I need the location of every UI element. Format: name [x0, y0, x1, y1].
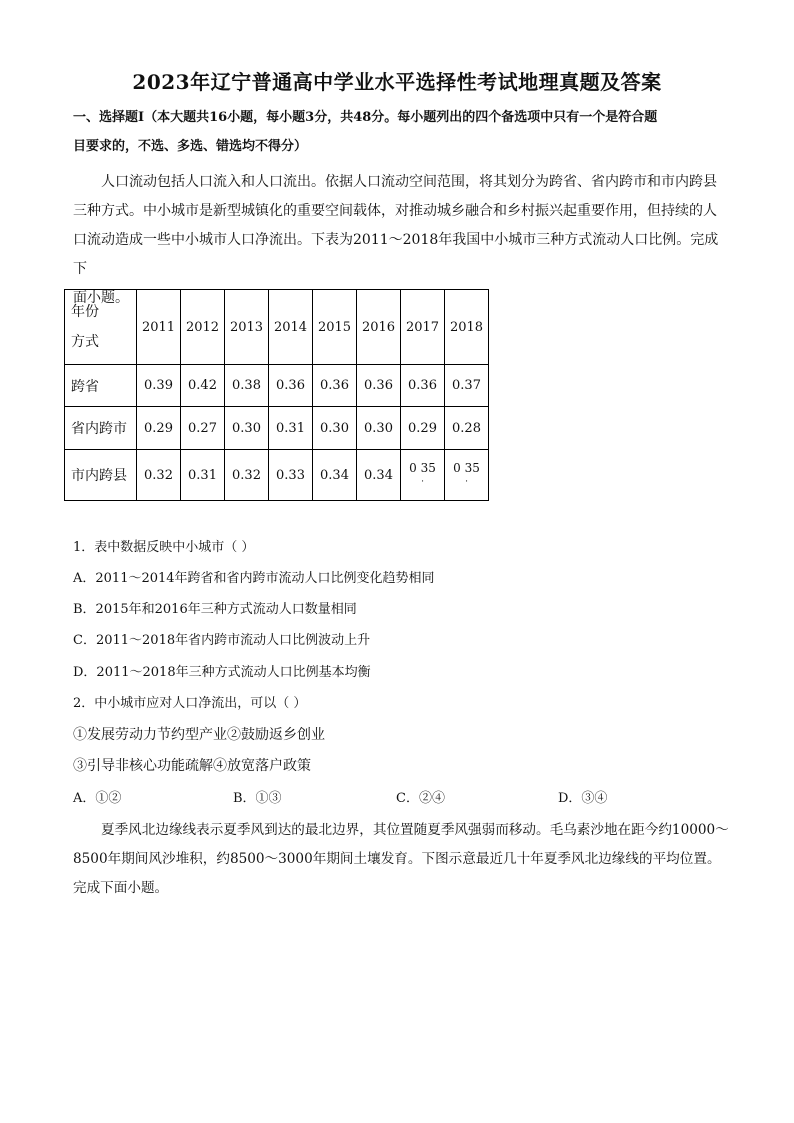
- table-cell: 0.31: [181, 450, 225, 501]
- question-2-option-b: B．①③: [233, 791, 282, 806]
- passage-1-line-2: 三种方式。中小城市是新型城镇化的重要空间载体，对推动城乡融合和乡村振兴起重要作用，但持续的人: [73, 203, 717, 219]
- table-cell: [445, 450, 489, 501]
- section-heading-line-1: 一、选择题Ⅰ（本大题共16小题，每小题3分，共48分。每小题列出的四个备选项中只有一个是符合题: [73, 110, 658, 125]
- question-2-statements-line-2: ③引导非核心功能疏解④放宽落户政策: [73, 758, 311, 774]
- table-row: [65, 365, 489, 407]
- stray-dot-mark: ·: [421, 477, 424, 487]
- row-label: 省内跨市: [65, 407, 137, 450]
- table-row: [65, 407, 489, 450]
- table-cell: 0.34: [357, 450, 401, 501]
- question-2-statements-line-1: ①发展劳动力节约型产业②鼓励返乡创业: [73, 727, 325, 743]
- passage-2: [73, 816, 733, 903]
- page-title: 2023年辽宁普通高中学业水平选择性考试地理真题及答案: [132, 70, 662, 94]
- section-heading: [73, 103, 721, 161]
- table-cell: 0.27: [181, 407, 225, 450]
- question-1-stem: 1．表中数据反映中小城市（ ）: [73, 540, 255, 555]
- table-corner-cell: [65, 290, 137, 365]
- table-cell: [401, 450, 445, 501]
- table-cell: 0.36: [401, 365, 445, 407]
- year-cell: 2011: [137, 290, 181, 365]
- year-cell: 2016: [357, 290, 401, 365]
- year-cell: 2018: [445, 290, 489, 365]
- row-label: 市内跨县: [65, 450, 137, 501]
- question-2-options: [73, 787, 693, 807]
- table-cell: 0.30: [313, 407, 357, 450]
- section-heading-line-2: 目要求的，不选、多选、错选均不得分）: [73, 139, 308, 154]
- year-cell: 2012: [181, 290, 225, 365]
- table-cell: 0.42: [181, 365, 225, 407]
- table-cell: 0.33: [269, 450, 313, 501]
- question-2-option-d: D．③④: [558, 791, 608, 806]
- question-1-option-a: A．2011～2014年跨省和省内跨市流动人口比例变化趋势相同: [73, 571, 435, 586]
- stray-dot-mark: ·: [465, 477, 468, 487]
- table-row: [65, 450, 489, 501]
- year-cell: 2013: [225, 290, 269, 365]
- table-cell: 0.28: [445, 407, 489, 450]
- question-1-option-c: C．2011～2018年省内跨市流动人口比例波动上升: [73, 633, 371, 648]
- table-cell: 0.34: [313, 450, 357, 501]
- table-cell: 0.29: [401, 407, 445, 450]
- passage-2-line-2: 8500年期间风沙堆积，约8500～3000年期间土壤发育。下图示意最近几十年夏季风北边缘线的平均位置。: [73, 851, 721, 867]
- question-1-option-b: B．2015年和2016年三种方式流动人口数量相同: [73, 602, 357, 617]
- table-cell: 0.32: [137, 450, 181, 501]
- table-cell-value: 0 35: [409, 461, 436, 475]
- table-cell: 0.30: [225, 407, 269, 450]
- table-header-row: [65, 290, 489, 365]
- table-cell: 0.37: [445, 365, 489, 407]
- question-2-option-a: A．①②: [73, 791, 122, 806]
- year-cell: 2015: [313, 290, 357, 365]
- table-cell: 0.30: [357, 407, 401, 450]
- passage-1-line-3: 口流动造成一些中小城市人口净流出。下表为2011～2018年我国中小城市三种方式流动人口比例。完成下: [73, 232, 719, 277]
- header-mode-label: 方式: [71, 334, 99, 350]
- passage-2-line-1: 夏季风北边缘线表示夏季风到达的最北边界，其位置随夏季风强弱而移动。毛乌素沙地在距今约10000～: [101, 822, 729, 838]
- row-label: 跨省: [65, 365, 137, 407]
- migration-ratio-table: [64, 289, 489, 501]
- question-2-stem: 2．中小城市应对人口净流出，可以（ ）: [73, 696, 307, 711]
- table-cell: 0.31: [269, 407, 313, 450]
- table-cell: 0.39: [137, 365, 181, 407]
- table-cell: 0.36: [269, 365, 313, 407]
- table-cell: 0.36: [313, 365, 357, 407]
- table-cell-value: 0 35: [453, 461, 480, 475]
- table-cell: 0.36: [357, 365, 401, 407]
- year-cell: 2014: [269, 290, 313, 365]
- table-cell: 0.38: [225, 365, 269, 407]
- table-cell: 0.32: [225, 450, 269, 501]
- passage-1-line-4: 面小题。: [73, 290, 129, 306]
- year-cell: 2017: [401, 290, 445, 365]
- header-year-label: 年份: [71, 304, 99, 320]
- question-1-option-d: D．2011～2018年三种方式流动人口比例基本均衡: [73, 665, 371, 680]
- passage-2-line-3: 完成下面小题。: [73, 880, 169, 896]
- question-2-option-c: C．②④: [396, 791, 445, 806]
- passage-1-line-1: 人口流动包括人口流入和人口流出。依据人口流动空间范围，将其划分为跨省、省内跨市和市内跨县: [101, 174, 717, 190]
- table-cell: 0.29: [137, 407, 181, 450]
